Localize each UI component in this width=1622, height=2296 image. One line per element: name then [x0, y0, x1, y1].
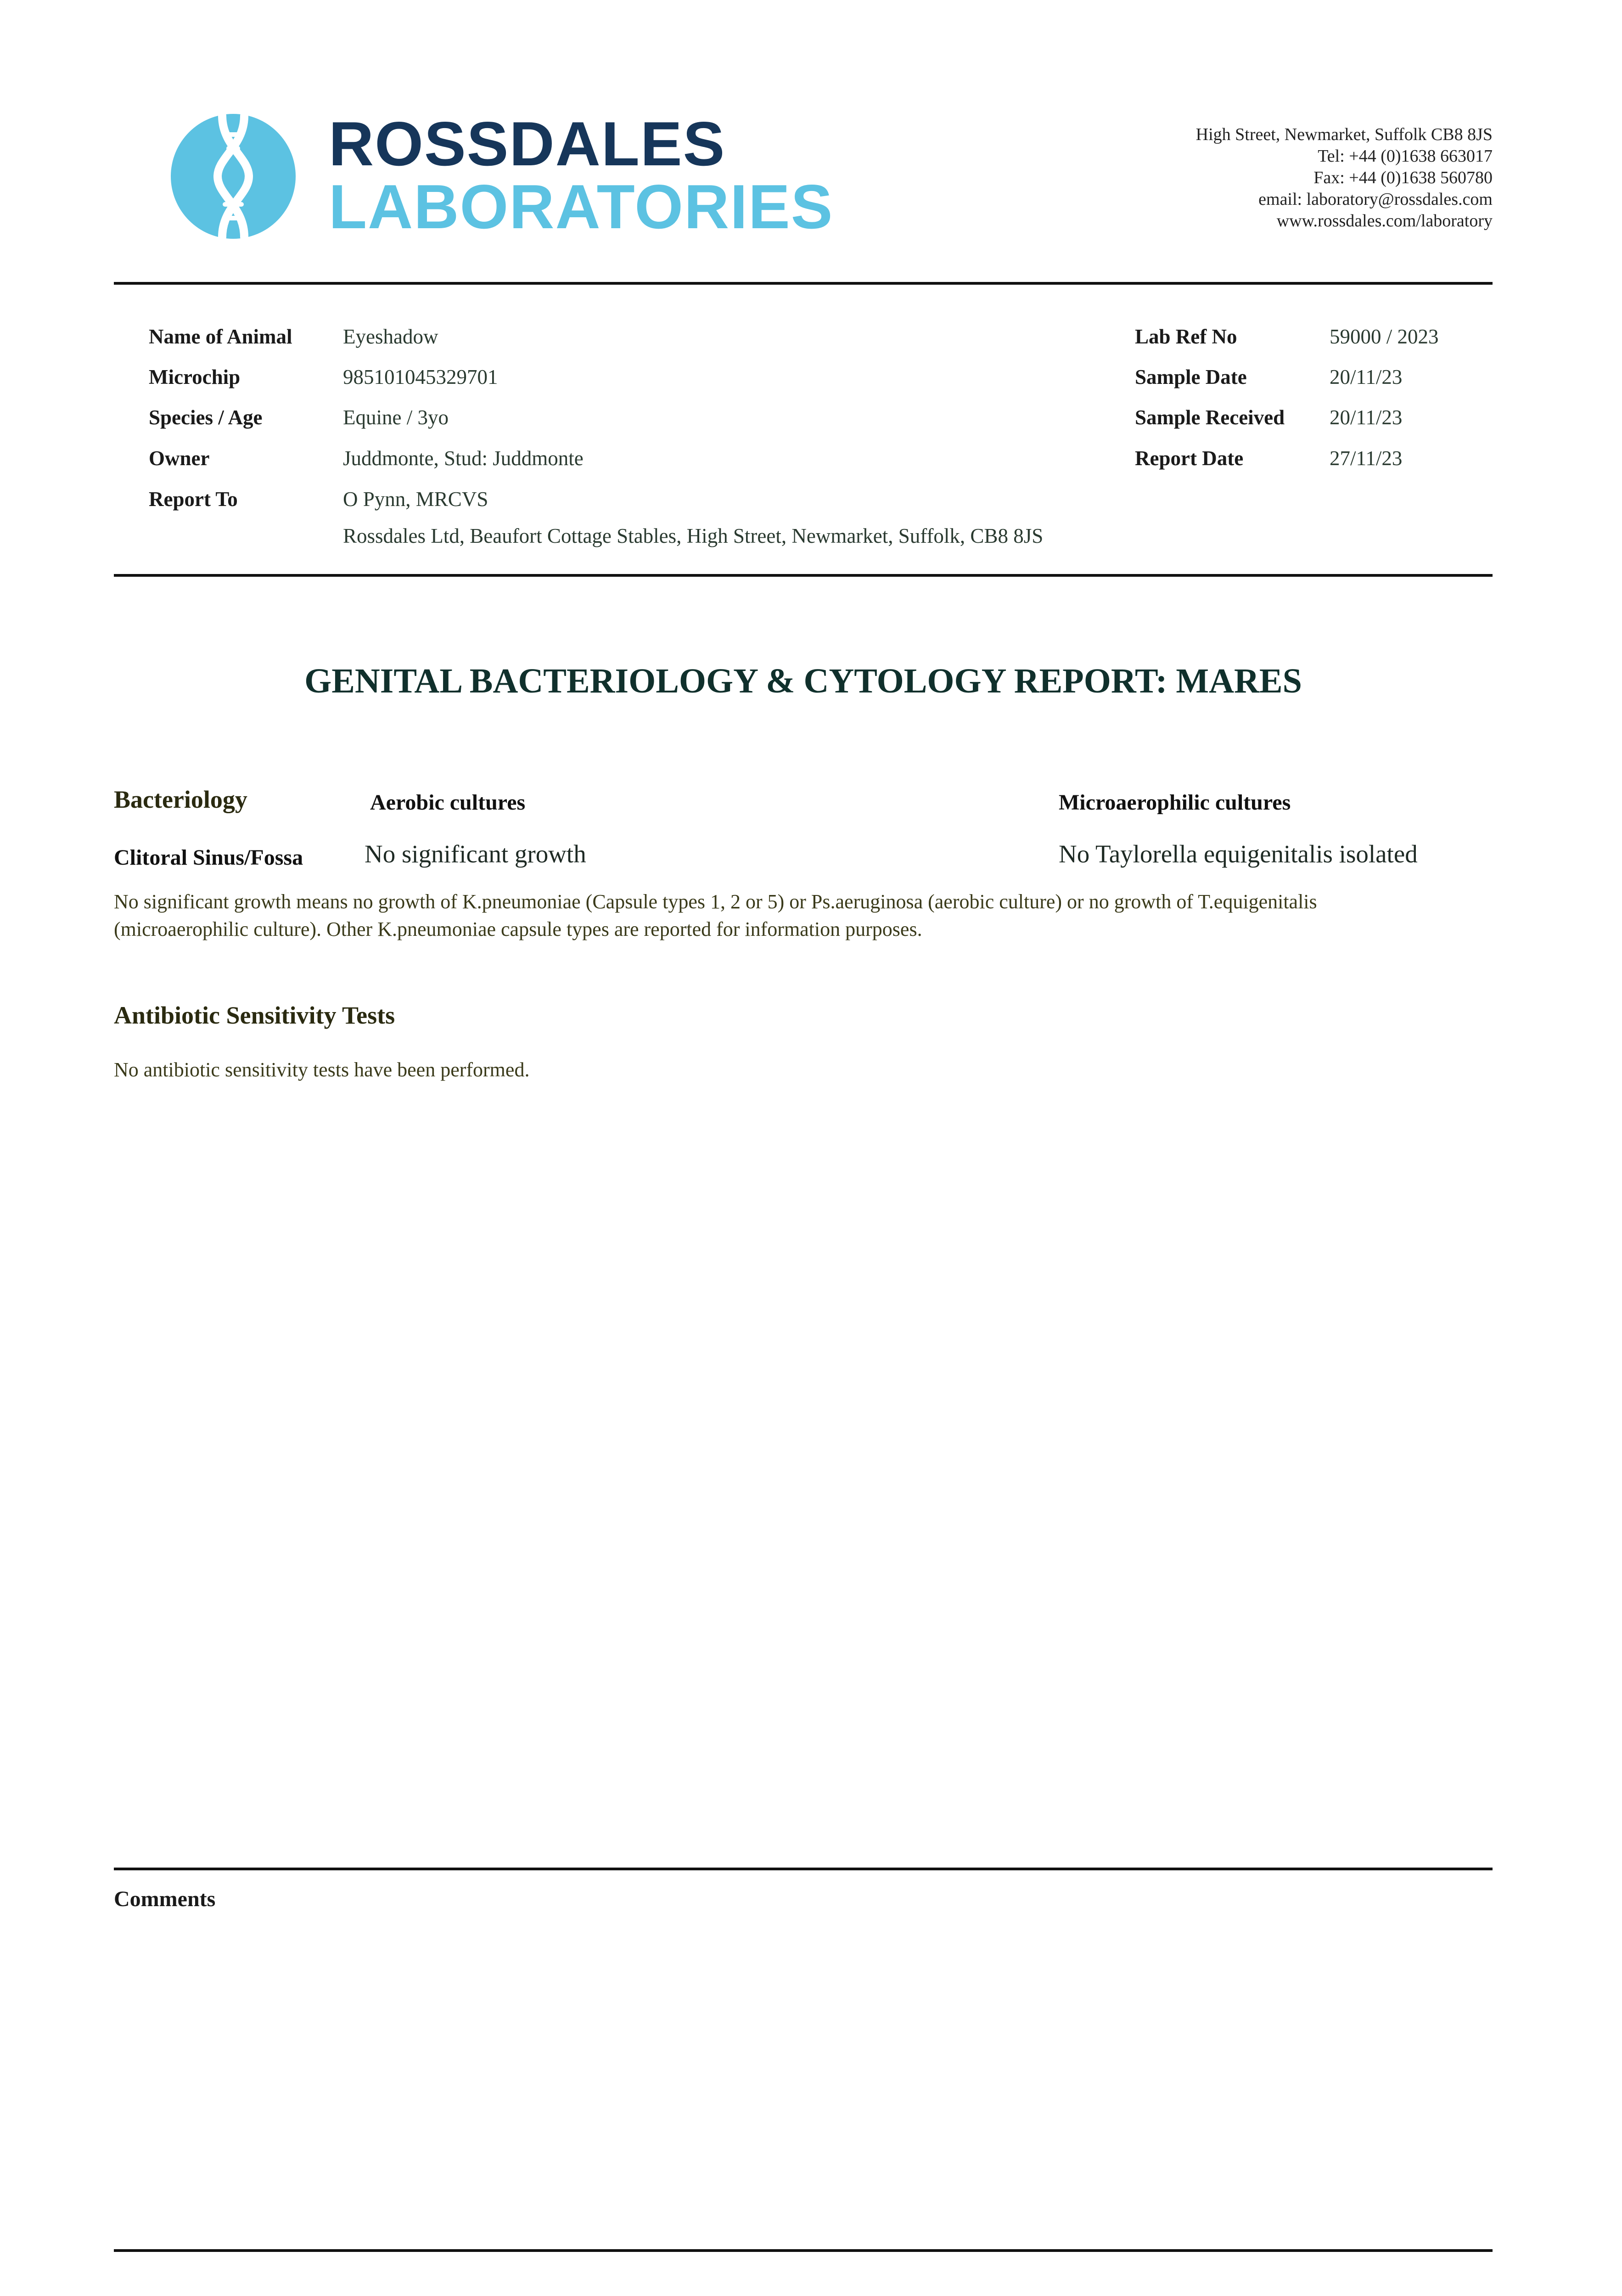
owner-value: Juddmonte, Stud: Juddmonte: [343, 447, 584, 470]
report-to-address: Rossdales Ltd, Beaufort Cottage Stables, High Street, Newmarket, Suffolk, CB8 8JS: [343, 524, 1044, 547]
sample-date-value: 20/11/23: [1330, 366, 1403, 388]
footer-divider: [114, 2249, 1493, 2252]
brand-name-line1: ROSSDALES: [329, 109, 726, 179]
report-title: GENITAL BACTERIOLOGY & CYTOLOGY REPORT: MARES: [304, 662, 1302, 700]
brand-name-line2: LABORATORIES: [329, 172, 834, 242]
species-age-label: Species / Age: [149, 406, 263, 429]
contact-fax: Fax: +44 (0)1638 560780: [1313, 168, 1493, 187]
lab-contact-block: [1196, 124, 1493, 232]
aerobic-cultures-heading: Aerobic cultures: [370, 790, 526, 815]
sample-received-label: Sample Received: [1135, 406, 1285, 429]
animal-name-label: Name of Animal: [149, 325, 292, 348]
species-age-value: Equine / 3yo: [343, 406, 449, 429]
owner-label: Owner: [149, 447, 210, 470]
antibiotic-heading: Antibiotic Sensitivity Tests: [114, 1002, 395, 1029]
microaerophilic-cultures-heading: Microaerophilic cultures: [1059, 790, 1291, 815]
contact-email: email: laboratory@rossdales.com: [1258, 190, 1493, 209]
contact-address: High Street, Newmarket, Suffolk CB8 8JS: [1195, 125, 1493, 144]
aerobic-result: No significant growth: [365, 840, 586, 868]
microchip-value: 985101045329701: [343, 366, 498, 388]
details-divider: [114, 574, 1493, 577]
antibiotic-text: No antibiotic sensitivity tests have been performed.: [114, 1058, 530, 1081]
bacteriology-note: [114, 888, 1496, 943]
bacteriology-note-line2: (microaerophilic culture). Other K.pneumoniae capsule types are reported for information purposes.: [114, 918, 922, 940]
report-to-value: O Pynn, MRCVS: [343, 488, 488, 511]
microchip-label: Microchip: [149, 366, 241, 388]
bacteriology-heading: Bacteriology: [114, 786, 247, 813]
comments-heading: Comments: [114, 1887, 216, 1911]
dna-helix-icon: [171, 114, 296, 239]
bacteriology-note-line1: No significant growth means no growth of K.pneumoniae (Capsule types 1, 2 or 5) or Ps.aeruginosa (aerobic culture) or no growth of T.equigenitalis: [114, 890, 1317, 913]
animal-name-value: Eyeshadow: [343, 325, 438, 348]
contact-website: www.rossdales.com/laboratory: [1276, 211, 1493, 231]
report-date-label: Report Date: [1135, 447, 1244, 470]
sample-date-label: Sample Date: [1135, 366, 1247, 388]
header-divider: [114, 282, 1493, 285]
lab-ref-value: 59000 / 2023: [1330, 325, 1439, 348]
microaerophilic-result: No Taylorella equigenitalis isolated: [1059, 840, 1418, 868]
report-date-value: 27/11/23: [1330, 447, 1403, 470]
lab-ref-label: Lab Ref No: [1135, 325, 1237, 348]
contact-tel: Tel: +44 (0)1638 663017: [1318, 146, 1493, 166]
sample-site-label: Clitoral Sinus/Fossa: [114, 845, 303, 870]
comments-divider: [114, 1868, 1493, 1870]
sample-received-value: 20/11/23: [1330, 406, 1403, 429]
report-to-label: Report To: [149, 488, 238, 511]
